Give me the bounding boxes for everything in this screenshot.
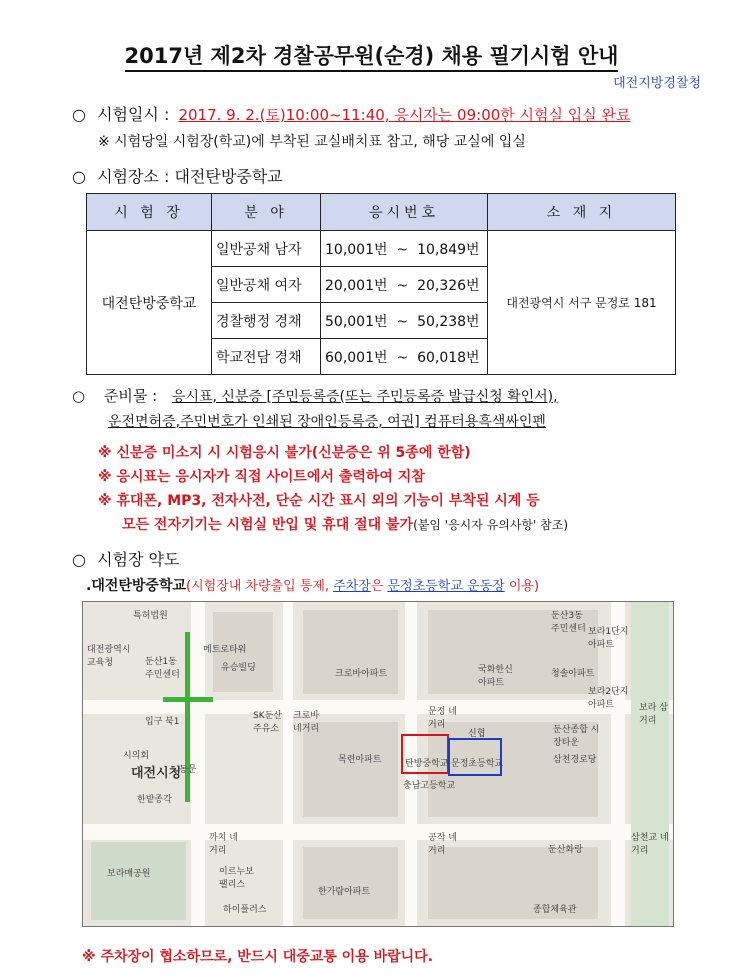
- map-label: 보라매공원: [107, 869, 151, 879]
- map-label: 시험장 약도: [97, 550, 180, 569]
- map-label: 하이플러스: [223, 905, 267, 915]
- map-label: 특허법원: [133, 611, 168, 621]
- map-label: 시의회: [123, 751, 150, 761]
- map-label: 한가람아파트: [318, 887, 371, 897]
- footer-notice: ※ 주차장이 협소하므로, 반드시 대중교통 이용 바랍니다.: [82, 949, 434, 965]
- map-label: 문정 네거리: [428, 707, 457, 730]
- parking-site-highlight: [448, 738, 502, 776]
- prep-items-1: 응시표, 신분증 [주민등록증(또는 주민등록증 발급신청 확인서),: [171, 389, 558, 405]
- warning-devices: ※ 휴대폰, MP3, 전자사전, 단순 시간 표시 외의 기능이 부착된 시계 등: [98, 493, 540, 509]
- number-cell: 60,001번 ~ 60,018번: [321, 339, 488, 375]
- map-label: 문정초등학교: [451, 759, 504, 769]
- map-section-title: [72, 547, 179, 570]
- warning-ticket: ※ 응시표는 응시자가 직접 사이트에서 출력하여 지참: [98, 469, 425, 485]
- map-label: 보라 삼거리: [639, 703, 668, 726]
- table-header-row: [87, 194, 676, 231]
- map-label: 둔산화랑: [548, 845, 583, 855]
- bullet: ○: [72, 550, 86, 569]
- exam-table: [86, 193, 676, 375]
- map-label: 유승빌딩: [221, 663, 256, 673]
- table-header: 분 야: [212, 194, 321, 231]
- map-label: 둔산3동 주민센터: [551, 611, 586, 634]
- prep-label: 준비물 :: [103, 387, 158, 405]
- exam-site-highlight: [401, 734, 449, 774]
- number-cell: 20,001번 ~ 20,326번: [321, 267, 488, 303]
- map-label: 삼천경로당: [553, 755, 597, 765]
- venue-line: [72, 164, 283, 187]
- map-label: 탄방중학교: [405, 759, 449, 769]
- map-label: 충남고등학교: [403, 781, 456, 791]
- map-label: 크로바 네거리: [293, 711, 320, 734]
- map-label: 보라1단지 아파트: [588, 627, 629, 650]
- map-label: 삼천교 네거리: [631, 833, 669, 856]
- map-label: 이르누보 팰리스: [219, 867, 254, 890]
- map-label: 종합체육관: [533, 905, 577, 915]
- table-row: [87, 231, 676, 267]
- number-cell: 50,001번 ~ 50,238번: [321, 303, 488, 339]
- map-label: 한밭종각: [137, 795, 172, 805]
- venue-label: 시험장소 : 대전탄방중학교: [97, 167, 283, 186]
- schedule-note: ※ 시험당일 시험장(학교)에 부착된 교실배치표 참고, 해당 교실에 입실: [98, 134, 526, 150]
- map-label: 신협: [468, 729, 486, 739]
- organization-name: 대전지방경찰청: [613, 76, 701, 91]
- bullet: ○: [72, 167, 86, 186]
- field-cell: 일반공채 여자: [212, 267, 321, 303]
- table-header: 시 험 장: [87, 194, 212, 231]
- map-label: 크로바아파트: [335, 669, 388, 679]
- map-caption: .대전탄방중학교(시험장내 차량출입 통제, 주차장은 문정초등학교 운동장 이용): [86, 578, 540, 594]
- schedule-line: [72, 102, 631, 125]
- field-cell: 학교전담 경채: [212, 339, 321, 375]
- warning-devices-2: 모든 전자기기는 시험실 반입 및 휴대 절대 불가(붙임 '응시자 유의사항' 참조): [122, 517, 568, 533]
- map-label: 북1: [165, 717, 180, 727]
- table-header: 응시번호: [321, 194, 488, 231]
- warning-id: ※ 신분증 미소지 시 시험응시 불가(신분증은 위 5종에 한함): [98, 445, 471, 461]
- map-label: 입구: [145, 717, 163, 727]
- map-label: 까치 네거리: [209, 833, 238, 856]
- bullet: ○: [72, 105, 86, 124]
- map-label: 보라2단지 아파트: [588, 687, 629, 710]
- map-label: 둔산종합 시장타운: [553, 725, 600, 748]
- site-cell: 대전탄방중학교: [87, 231, 212, 375]
- prep-items-2: 운전면허증,주민번호가 인쇄된 장애인등록증, 여권] 컴퓨터용흑색싸인펜: [108, 414, 546, 430]
- map-label: 동문: [179, 765, 197, 775]
- field-cell: 경찰행정 경채: [212, 303, 321, 339]
- bullet: ○: [72, 387, 86, 405]
- map-label: 목련아파트: [338, 755, 382, 765]
- map-label: 국화한신 아파트: [478, 665, 513, 688]
- field-cell: 일반공채 남자: [212, 231, 321, 267]
- map-label: SK둔산 주유소: [253, 711, 283, 734]
- table-header: 소 재 지: [488, 194, 676, 231]
- map-label: 대전광역시 교육청: [87, 645, 131, 668]
- map-label: 대전시청: [131, 766, 182, 781]
- number-cell: 10,001번 ~ 10,849번: [321, 231, 488, 267]
- address-cell: 대전광역시 서구 문정로 181: [488, 231, 676, 375]
- schedule-label: 시험일시 :: [97, 105, 170, 124]
- map-label: 둔산1동 주민센터: [145, 657, 180, 680]
- prep-line1: [72, 384, 682, 409]
- page-title: 2017년 제2차 경찰공무원(순경) 채용 필기시험 안내: [0, 40, 743, 70]
- schedule-value: 2017. 9. 2.(토)10:00~11:40, 응시자는 09:00한 시험실 입실 완료: [178, 106, 631, 124]
- map-label: 메트로타워: [203, 645, 247, 655]
- map-label: 청솔아파트: [551, 669, 595, 679]
- location-map[interactable]: [82, 601, 674, 927]
- map-label: 공작 네거리: [428, 833, 457, 856]
